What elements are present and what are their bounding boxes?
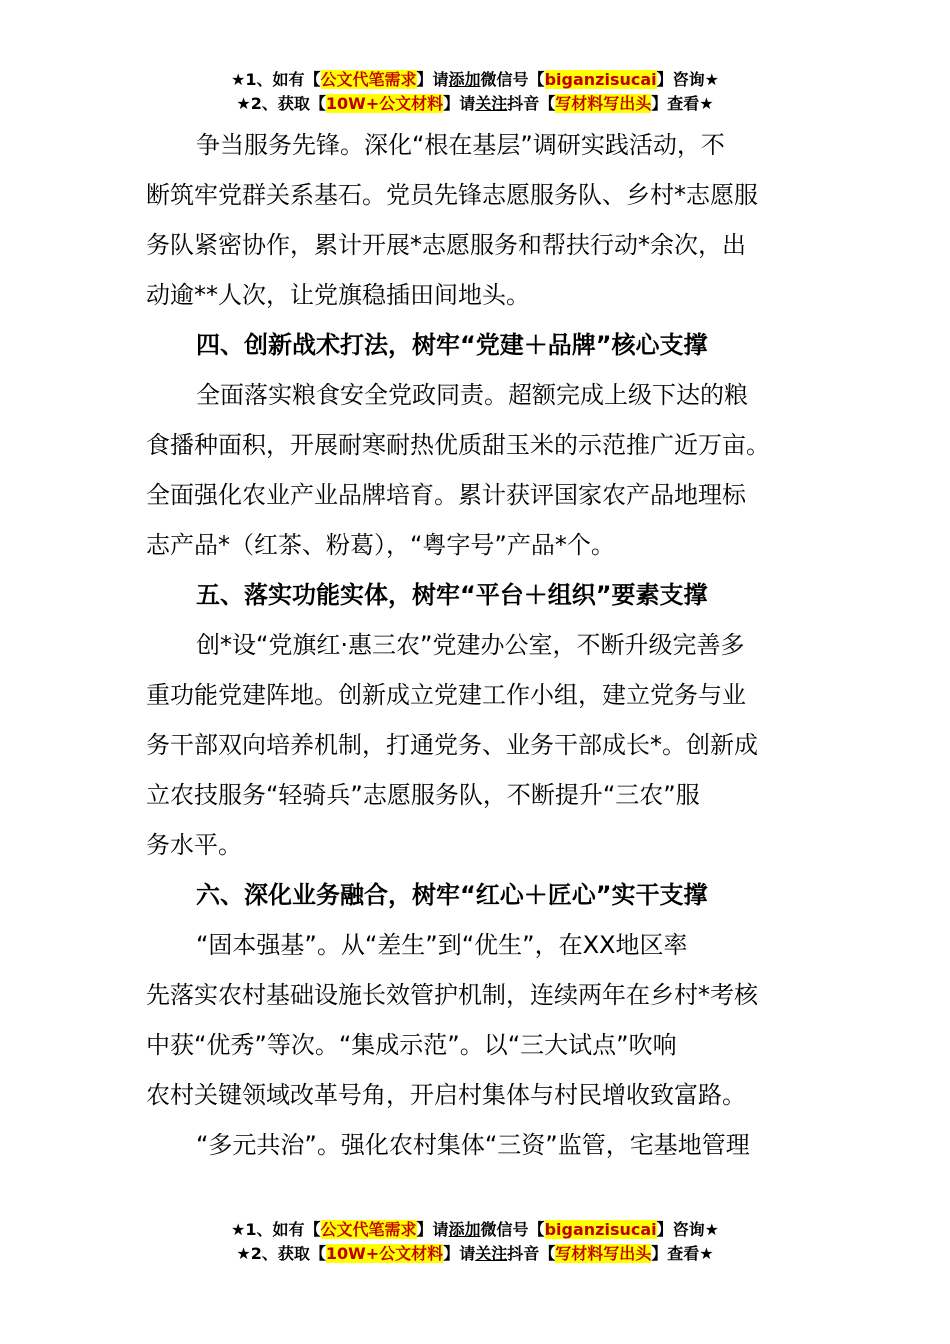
banner-line-2: ★2、获取【10W+公文材料】请关注抖音【写材料写出头】查看★ xyxy=(236,94,714,113)
text-line: 务队紧密协作，累计开展*志愿服务和帮扶行动*余次，出 xyxy=(146,231,746,259)
header-banner xyxy=(0,68,950,116)
banner-line-2: ★2、获取【10W+公文材料】请关注抖音【写材料写出头】查看★ xyxy=(236,1244,714,1263)
text-line: 重功能党建阵地。创新成立党建工作小组，建立党务与业 xyxy=(146,681,746,709)
text-line: 断筑牢党群关系基石。党员先锋志愿服务队、乡村*志愿服 xyxy=(146,181,758,209)
text-line: 食播种面积，开展耐寒耐热优质甜玉米的示范推广近万亩。 xyxy=(146,431,770,459)
text-line: 立农技服务“轻骑兵”志愿服务队，不断提升“三农”服 xyxy=(146,781,700,809)
text-line: “固本强基”。从“差生”到“优生”，在XX地区率 xyxy=(196,931,688,959)
text-line: 务干部双向培养机制，打通党务、业务干部成长*。创新成 xyxy=(146,731,758,759)
text-line: 中获“优秀”等次。“集成示范”。以“三大试点”吹响 xyxy=(146,1031,677,1059)
text-line: 争当服务先锋。深化“根在基层”调研实践活动，不 xyxy=(196,131,725,159)
text-line: 全面落实粮食安全党政同责。超额完成上级下达的粮 xyxy=(196,381,748,409)
footer-banner xyxy=(0,1218,950,1266)
text-line: 全面强化农业产业品牌培育。累计获评国家农产品地理标 xyxy=(146,481,746,509)
text-line: 动逾**人次，让党旗稳插田间地头。 xyxy=(146,281,530,309)
banner-line-1: ★1、如有【公文代笔需求】请添加微信号【biganzisucai】咨询★ xyxy=(231,1220,719,1239)
section-heading-6: 六、深化业务融合，树牢“红心＋匠心”实干支撑 xyxy=(196,881,708,909)
banner-line-1: ★1、如有【公文代笔需求】请添加微信号【biganzisucai】咨询★ xyxy=(231,70,719,89)
section-heading-5: 五、落实功能实体，树牢“平台＋组织”要素支撑 xyxy=(196,581,708,609)
text-line: 务水平。 xyxy=(146,831,242,859)
section-heading-4: 四、创新战术打法，树牢“党建＋品牌”核心支撑 xyxy=(196,331,708,359)
text-line: “多元共治”。强化农村集体“三资”监管，宅基地管理 xyxy=(196,1131,750,1159)
text-line: 创*设“党旗红·惠三农”党建办公室，不断升级完善多 xyxy=(196,631,745,659)
text-line: 先落实农村基础设施长效管护机制，连续两年在乡村*考核 xyxy=(146,981,758,1009)
text-line: 志产品*（红茶、粉葛），“粤字号”产品*个。 xyxy=(146,531,615,559)
document-body xyxy=(146,120,826,1170)
text-line: 农村关键领域改革号角，开启村集体与村民增收致富路。 xyxy=(146,1081,746,1109)
